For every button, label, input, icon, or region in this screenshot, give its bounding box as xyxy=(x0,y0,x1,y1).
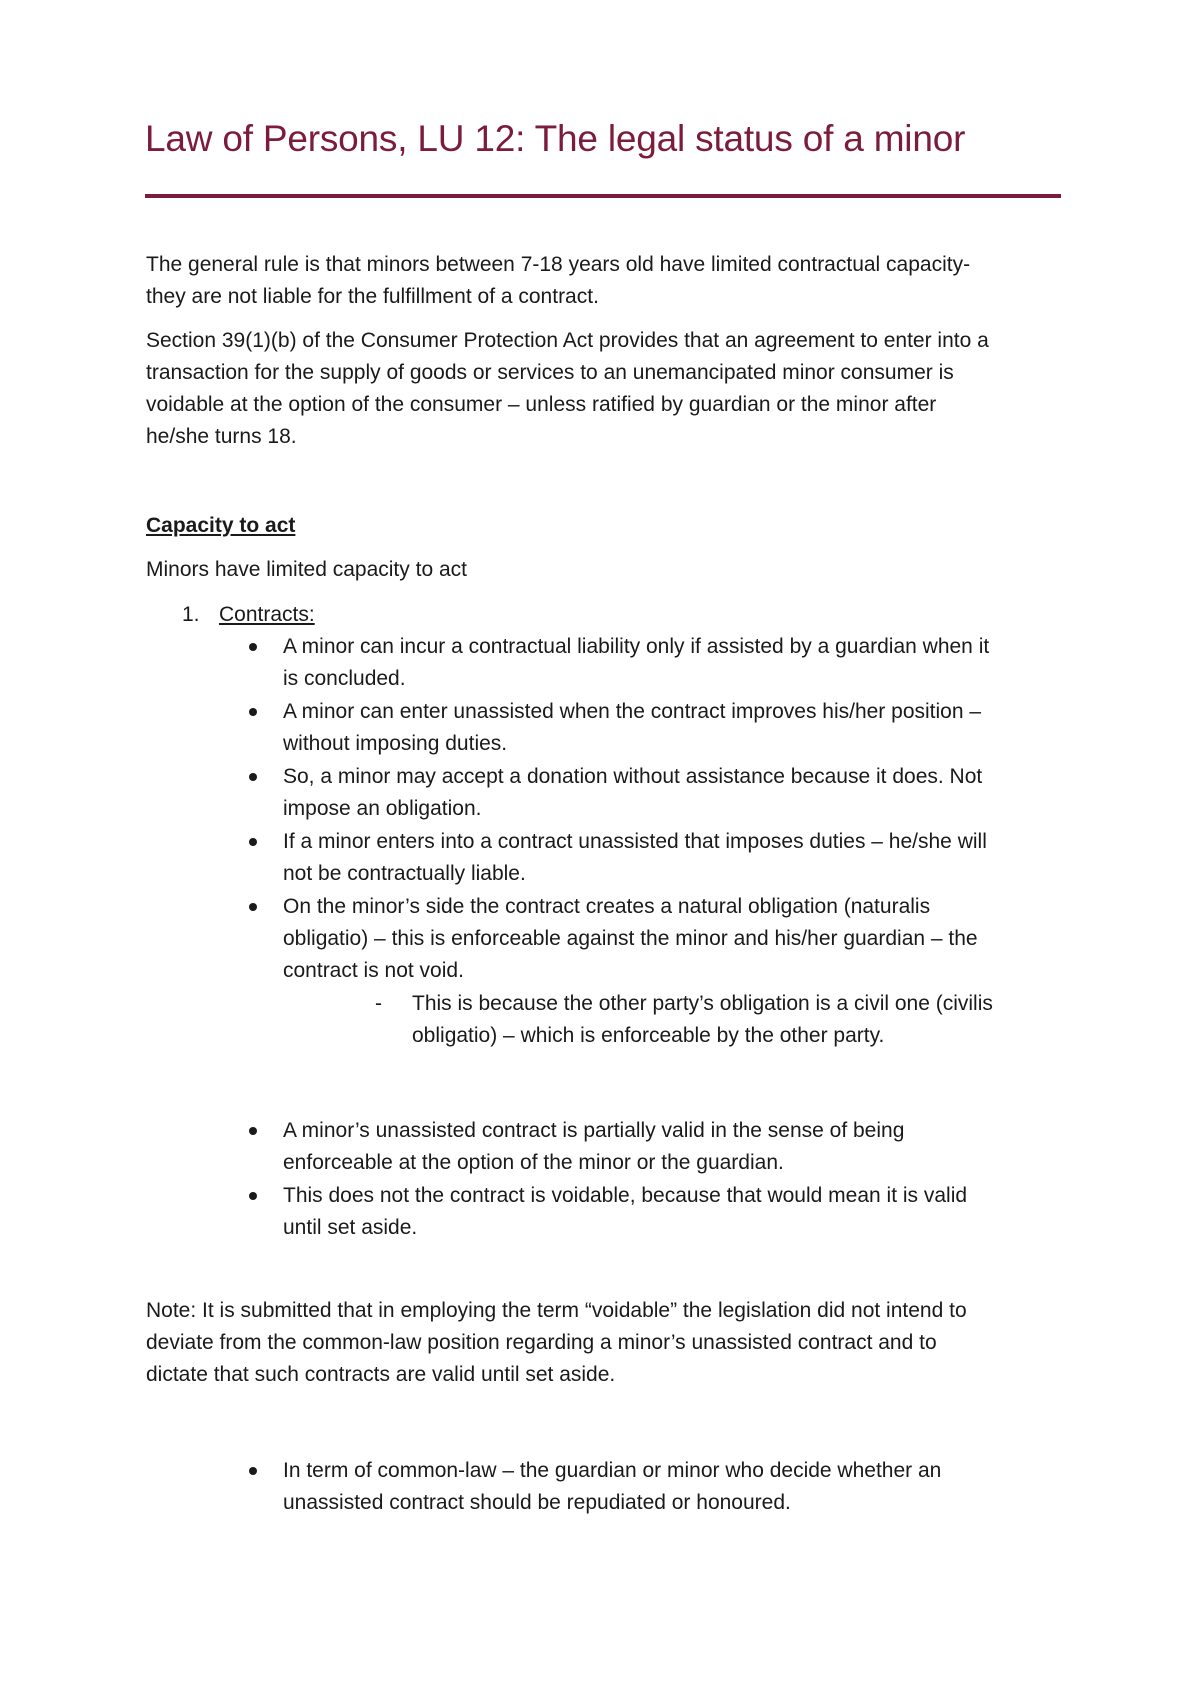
list-item xyxy=(283,891,978,987)
text-line: he/she turns 18. xyxy=(146,425,297,448)
dash-marker: - xyxy=(375,992,382,1015)
text-line: until set aside. xyxy=(283,1216,418,1239)
text-line: enforceable at the option of the minor or the guardian. xyxy=(283,1151,784,1174)
bullet-icon xyxy=(249,1192,257,1200)
list-item xyxy=(283,1180,967,1244)
text-line: Minors have limited capacity to act xyxy=(146,558,467,581)
text-line: If a minor enters into a contract unassisted that imposes duties – he/she will xyxy=(283,830,987,853)
text-line: A minor can enter unassisted when the contract improves his/her position – xyxy=(283,700,982,723)
list-item xyxy=(283,761,982,825)
text-line: This is because the other party’s obligation is a civil one (civilis xyxy=(412,992,993,1015)
text-line: dictate that such contracts are valid until set aside. xyxy=(146,1363,616,1386)
section-lead xyxy=(146,554,467,586)
bullet-icon xyxy=(249,1467,257,1475)
bullet-icon xyxy=(249,708,257,716)
title-divider xyxy=(145,194,1061,198)
page-title: Law of Persons, LU 12: The legal status of a minor xyxy=(145,118,966,159)
list-item xyxy=(283,1115,904,1179)
intro-paragraph-2 xyxy=(146,325,989,453)
list-heading xyxy=(219,599,315,631)
text-line: obligatio) – this is enforceable against the minor and his/her guardian – the xyxy=(283,927,978,950)
text-line: The general rule is that minors between 7-18 years old have limited contractual capacity- xyxy=(146,253,971,276)
text-line: In term of common-law – the guardian or minor who decide whether an xyxy=(283,1459,942,1482)
text-line: A minor’s unassisted contract is partially valid in the sense of being xyxy=(283,1119,905,1142)
text-line: contract is not void. xyxy=(283,959,464,982)
note-paragraph xyxy=(146,1295,967,1391)
text-line: deviate from the common-law position regarding a minor’s unassisted contract and to xyxy=(146,1331,937,1354)
text-line: is concluded. xyxy=(283,667,406,690)
bullet-icon xyxy=(249,838,257,846)
list-item xyxy=(283,631,989,695)
text-line: they are not liable for the fulfillment of a contract. xyxy=(146,285,599,308)
text-line: unassisted contract should be repudiated or honoured. xyxy=(283,1491,791,1514)
list-item xyxy=(283,826,987,890)
text-line: transaction for the supply of goods or services to an unemancipated minor consumer is xyxy=(146,361,954,384)
text-line: On the minor’s side the contract creates a natural obligation (naturalis xyxy=(283,895,931,918)
intro-paragraph-1 xyxy=(146,249,970,313)
text-line: So, a minor may accept a donation without assistance because it does. Not xyxy=(283,765,983,788)
list-item xyxy=(283,696,981,760)
text-line: not be contractually liable. xyxy=(283,862,526,885)
list-number: 1. xyxy=(182,603,200,626)
text-line: This does not the contract is voidable, because that would mean it is valid xyxy=(283,1184,968,1207)
text-line: A minor can incur a contractual liability only if assisted by a guardian when it xyxy=(283,635,990,658)
sub-list-item xyxy=(412,988,993,1052)
text-line: Section 39(1)(b) of the Consumer Protection Act provides that an agreement to enter into a xyxy=(146,329,989,352)
bullet-icon xyxy=(249,1127,257,1135)
text-line: without imposing duties. xyxy=(283,732,508,755)
text-line: Note: It is submitted that in employing the term “voidable” the legislation did not intend to xyxy=(146,1299,967,1322)
list-item xyxy=(283,1455,941,1519)
text-line: voidable at the option of the consumer – unless ratified by guardian or the minor after xyxy=(146,393,937,416)
section-heading-text: Capacity to act xyxy=(146,514,296,537)
bullet-icon xyxy=(249,903,257,911)
bullet-icon xyxy=(249,643,257,651)
bullet-icon xyxy=(249,773,257,781)
list-heading-text: Contracts: xyxy=(219,603,315,626)
section-heading xyxy=(146,510,295,542)
text-line: obligatio) – which is enforceable by the other party. xyxy=(412,1024,885,1047)
text-line: impose an obligation. xyxy=(283,797,482,820)
